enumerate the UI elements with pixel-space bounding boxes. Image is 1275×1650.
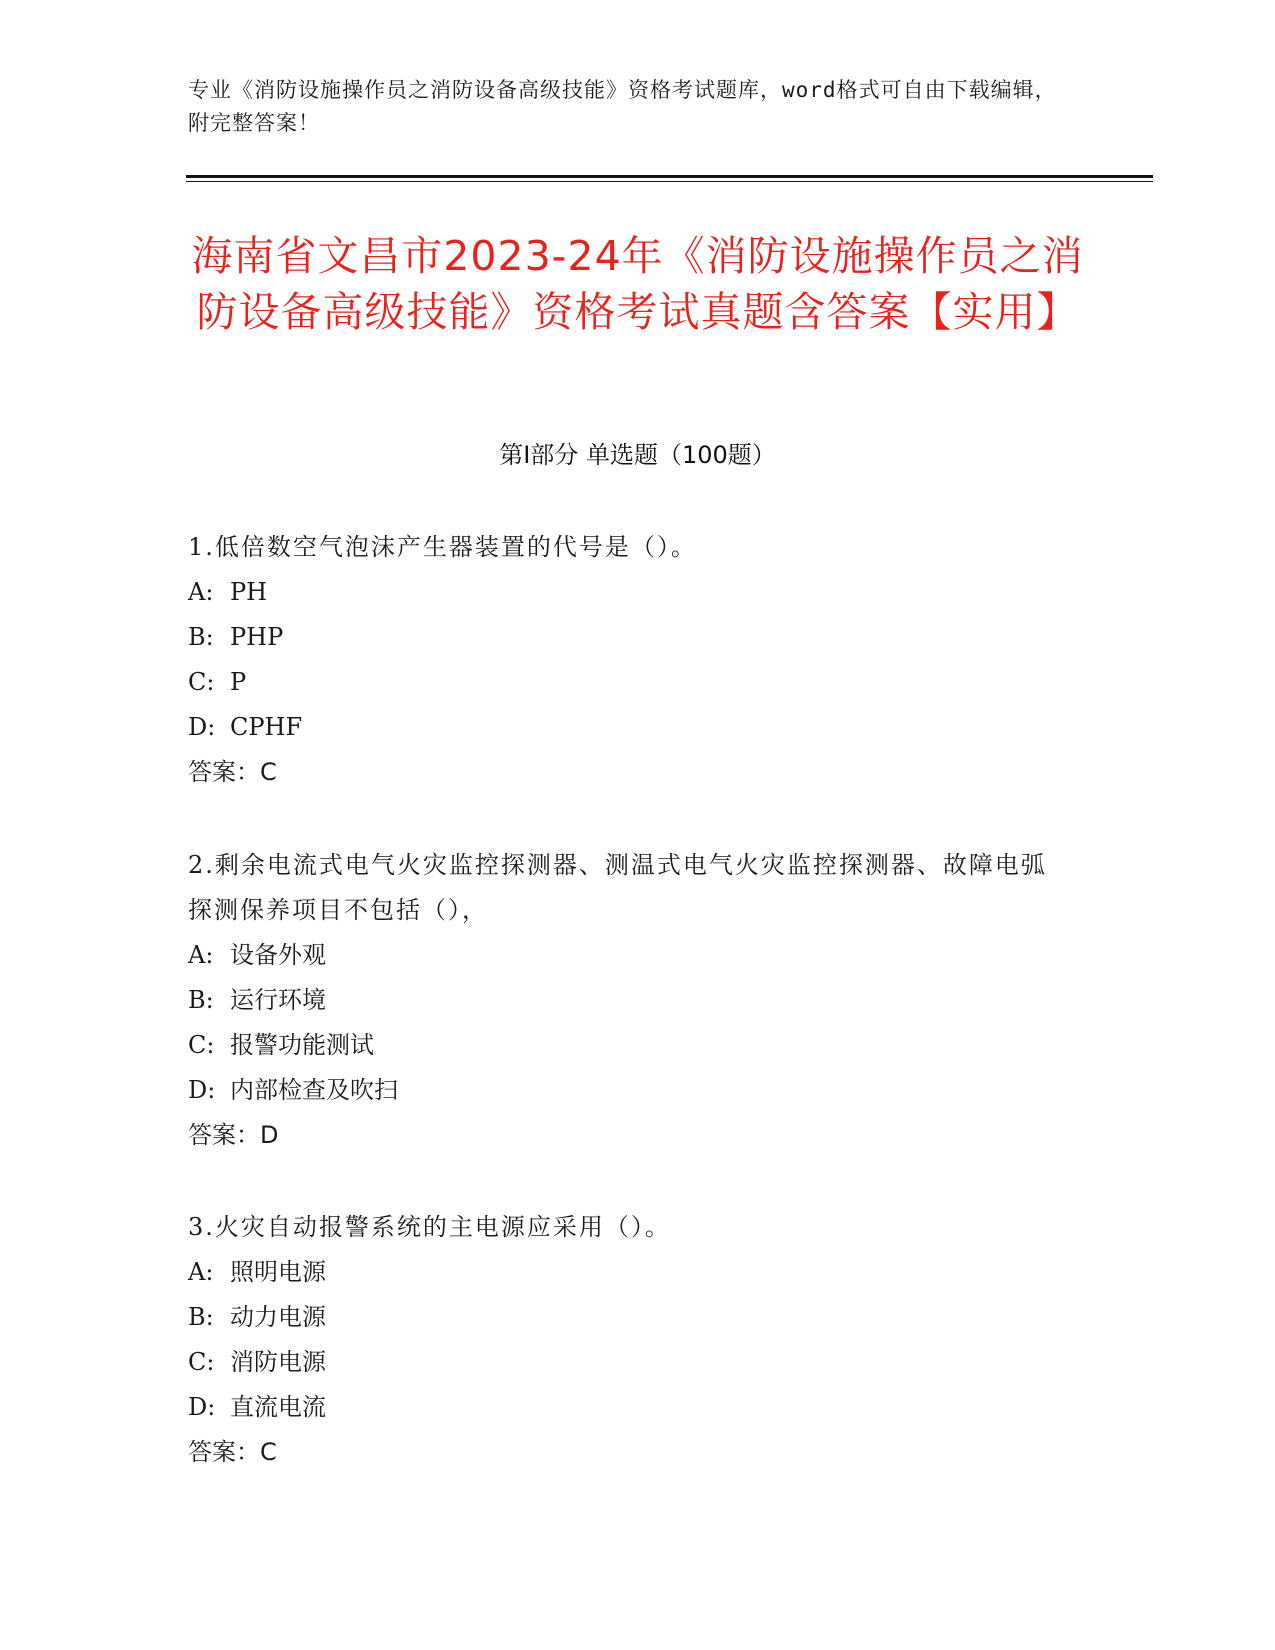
- header-note: 专业《消防设施操作员之消防设备高级技能》资格考试题库，word格式可自由下载编辑，附完整答案！: [188, 78, 1057, 135]
- answer-line: 答案：D: [188, 1121, 279, 1149]
- option-text: 消防电源: [230, 1348, 326, 1376]
- option-letter: B:: [188, 986, 214, 1014]
- option-letter: B:: [188, 1303, 214, 1331]
- header-rule-thick: [186, 175, 1153, 178]
- option-text: CPHF: [230, 713, 303, 741]
- option-c: [188, 1340, 1068, 1385]
- option-letter: A:: [188, 941, 214, 969]
- option-d: [188, 1385, 1068, 1430]
- option-a: [188, 570, 1068, 615]
- option-b: [188, 615, 1068, 660]
- option-text: P: [230, 668, 247, 696]
- option-d: [188, 1068, 1068, 1113]
- question-stem: 1.低倍数空气泡沫产生器装置的代号是（）。: [188, 533, 697, 561]
- option-letter: A:: [188, 578, 214, 606]
- option-a: [188, 1250, 1068, 1295]
- option-text: PHP: [230, 623, 284, 651]
- option-text: 照明电源: [230, 1258, 326, 1286]
- question-stem: 2.剩余电流式电气火灾监控探测器、测温式电气火灾监控探测器、故障电弧探测保养项目不包括（），: [188, 851, 1047, 924]
- section-title: 第I部分 单选题（100题）: [499, 441, 776, 469]
- option-letter: B:: [188, 623, 214, 651]
- option-text: PH: [230, 578, 268, 606]
- question-block: [188, 525, 1068, 795]
- option-c: [188, 660, 1068, 705]
- option-letter: A:: [188, 1258, 214, 1286]
- option-letter: D:: [188, 1076, 216, 1104]
- option-text: 运行环境: [230, 986, 326, 1014]
- question-block: [188, 1205, 1068, 1475]
- option-b: [188, 978, 1068, 1023]
- answer-line: 答案：C: [188, 758, 277, 786]
- option-letter: C:: [188, 668, 215, 696]
- option-text: 设备外观: [230, 941, 326, 969]
- option-a: [188, 933, 1068, 978]
- option-letter: D:: [188, 1393, 216, 1421]
- document-title: 海南省文昌市2023-24年《消防设施操作员之消防设备高级技能》资格考试真题含答案【实用】: [191, 232, 1084, 336]
- answer-line: 答案：C: [188, 1438, 277, 1466]
- option-d: [188, 705, 1068, 750]
- option-text: 报警功能测试: [230, 1031, 374, 1059]
- option-b: [188, 1295, 1068, 1340]
- header-rule-thin: [186, 181, 1153, 182]
- option-letter: C:: [188, 1348, 215, 1376]
- option-text: 直流电流: [230, 1393, 326, 1421]
- option-c: [188, 1023, 1068, 1068]
- option-letter: C:: [188, 1031, 215, 1059]
- option-letter: D:: [188, 713, 216, 741]
- question-block: [188, 843, 1068, 1158]
- question-stem: 3.火灾自动报警系统的主电源应采用（）。: [188, 1213, 671, 1241]
- option-text: 内部检查及吹扫: [230, 1076, 398, 1104]
- option-text: 动力电源: [230, 1303, 326, 1331]
